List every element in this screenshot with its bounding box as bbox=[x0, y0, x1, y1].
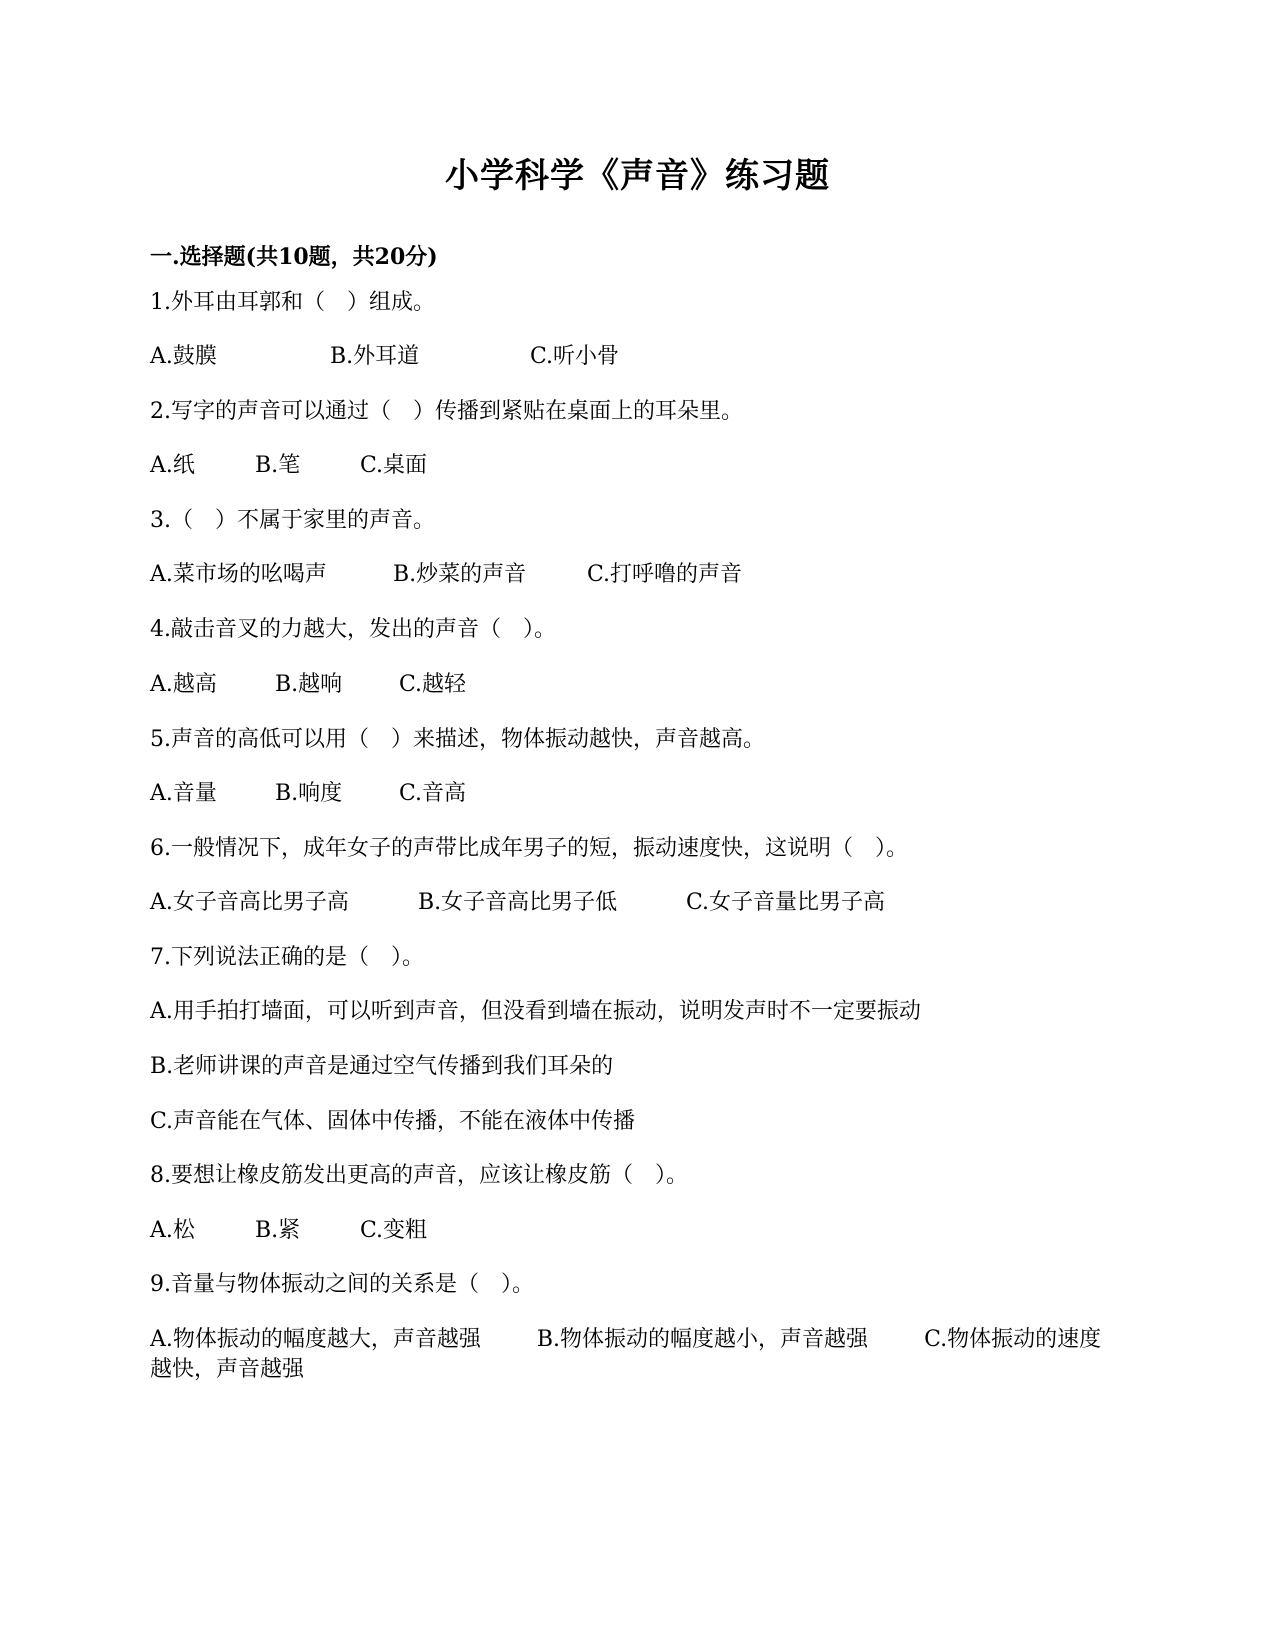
question-1-option-b: B.外耳道 bbox=[330, 344, 420, 369]
section-heading: 一.选择题(共10题，共20分) bbox=[150, 244, 438, 270]
question-9-option-a: A.物体振动的幅度越大，声音越强 bbox=[150, 1327, 481, 1352]
document-title: 小学科学《声音》练习题 bbox=[445, 156, 830, 196]
question-3-stem: 3.（ ）不属于家里的声音。 bbox=[150, 508, 435, 533]
question-1-options bbox=[150, 342, 619, 372]
question-8-option-a: A.松 bbox=[150, 1218, 195, 1243]
question-7-option-c: C.声音能在气体、固体中传播，不能在液体中传播 bbox=[150, 1109, 636, 1134]
question-2-stem: 2.写字的声音可以通过（ ）传播到紧贴在桌面上的耳朵里。 bbox=[150, 399, 743, 424]
question-8-option-c: C.变粗 bbox=[360, 1218, 428, 1243]
question-5-option-c: C.音高 bbox=[399, 781, 467, 806]
question-6-option-b: B.女子音高比男子低 bbox=[418, 890, 618, 915]
question-2-option-c: C.桌面 bbox=[360, 453, 428, 478]
question-2-options bbox=[150, 451, 427, 481]
question-9-stem: 9.音量与物体振动之间的关系是（ ）。 bbox=[150, 1272, 534, 1297]
question-5-option-b: B.响度 bbox=[275, 781, 343, 806]
question-9-options bbox=[150, 1325, 1110, 1385]
question-8-option-b: B.紧 bbox=[255, 1218, 301, 1243]
question-7-option-b: B.老师讲课的声音是通过空气传播到我们耳朵的 bbox=[150, 1054, 614, 1079]
question-6-option-c: C.女子音量比男子高 bbox=[686, 890, 886, 915]
question-3-option-c: C.打呼噜的声音 bbox=[587, 562, 743, 587]
question-3-option-a: A.菜市场的吆喝声 bbox=[150, 562, 327, 587]
question-8-stem: 8.要想让橡皮筋发出更高的声音，应该让橡皮筋（ ）。 bbox=[150, 1163, 688, 1188]
question-4-option-b: B.越响 bbox=[275, 672, 343, 697]
question-6-stem: 6.一般情况下，成年女子的声带比成年男子的短，振动速度快，这说明（ ）。 bbox=[150, 836, 908, 861]
question-2-option-a: A.纸 bbox=[150, 453, 195, 478]
question-5-option-a: A.音量 bbox=[150, 781, 217, 806]
question-5-options bbox=[150, 779, 466, 809]
question-8-options bbox=[150, 1216, 427, 1246]
question-1-option-c: C.听小骨 bbox=[530, 344, 620, 369]
question-4-option-c: C.越轻 bbox=[399, 672, 467, 697]
question-5-stem: 5.声音的高低可以用（ ）来描述，物体振动越快，声音越高。 bbox=[150, 727, 765, 752]
question-4-options bbox=[150, 670, 466, 700]
question-1-stem: 1.外耳由耳郭和（ ）组成。 bbox=[150, 290, 435, 315]
question-7-stem: 7.下列说法正确的是（ ）。 bbox=[150, 945, 424, 970]
question-6-option-a: A.女子音高比男子高 bbox=[150, 890, 349, 915]
question-3-option-b: B.炒菜的声音 bbox=[393, 562, 527, 587]
question-9-option-c: C.物体振动的速度越快，声音越强 bbox=[150, 1327, 1102, 1382]
question-2-option-b: B.笔 bbox=[255, 453, 301, 478]
question-3-options bbox=[150, 560, 742, 590]
question-1-option-a: A.鼓膜 bbox=[150, 344, 217, 369]
question-4-option-a: A.越高 bbox=[150, 672, 217, 697]
question-9-option-b: B.物体振动的幅度越小，声音越强 bbox=[536, 1327, 869, 1352]
question-7-option-a: A.用手拍打墙面，可以听到声音，但没看到墙在振动，说明发声时不一定要振动 bbox=[150, 999, 921, 1024]
question-4-stem: 4.敲击音叉的力越大，发出的声音（ ）。 bbox=[150, 617, 556, 642]
question-6-options bbox=[150, 888, 885, 918]
